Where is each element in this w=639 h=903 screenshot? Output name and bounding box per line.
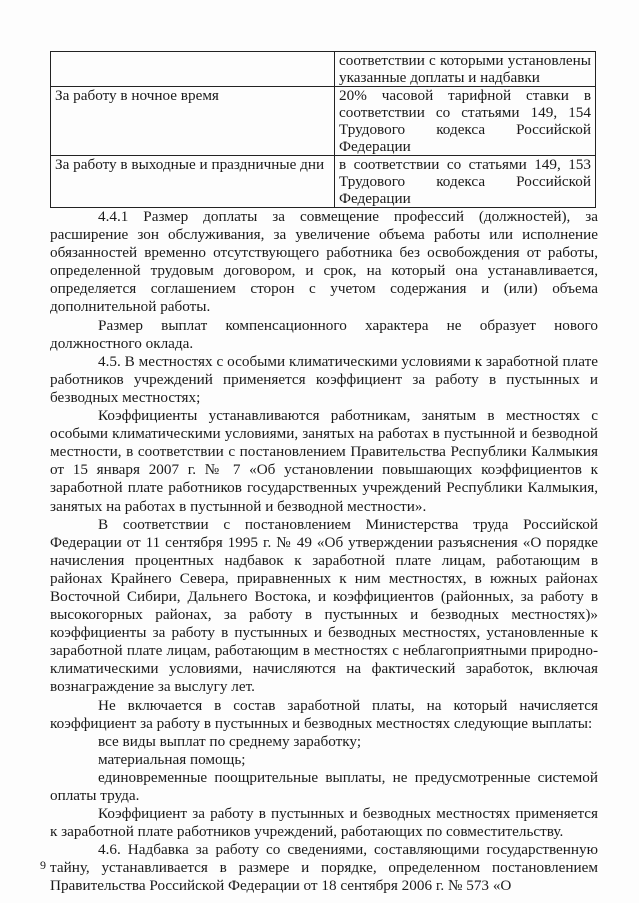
paragraph-4-4-1: 4.4.1 Размер доплаты за совмещение профессий (должностей), за расширение зон обслуживания, за увеличение объема работы или исполнение обязанностей временно отсутствующего работника без освобождения от работы, определенной трудовым договором, и срок, на который она устанавливается, определяется соглашением сторон с учетом содержания и (или) объема дополнительной работы.: [50, 208, 598, 316]
paragraph-exclusions: Не включается в состав заработной платы, на который начисляется коэффициент за работу в пустынных и безводных местностях следующие выплаты:: [50, 696, 598, 732]
paragraph-compensation-size: Размер выплат компенсационного характера не образует нового должностного оклада.: [50, 316, 598, 352]
table-row: [51, 87, 596, 156]
document-body: [50, 208, 598, 896]
paragraph-ministry-resolution: В соответствии с постановлением Министерства труда Российской Федерации от 11 сентября 1995 г. № 49 «Об утверждении разъяснения «О порядке начисления процентных надбавок к заработной плате лицам, работающим в районах Крайнего Севера, приравненных к ним местностях, в южных районах Восточной Сибири, Дальнего Востока, и коэффициентов (районных, за работу в высокогорных районах, за работу в пустынных и безводных местностях)» коэффициенты за работу в пустынных и безводных местностях, установленные к заработной плате лицам, работающим в местностях с неблагоприятными природно-климатическими условиями, начисляются на фактический заработок, включая вознаграждение за выслугу лет.: [50, 515, 598, 696]
list-item-material-aid: материальная помощь;: [98, 750, 246, 768]
paragraph-coefficients: Коэффициенты устанавливаются работникам, занятым в местностях с особыми климатическими условиями, занятых на работах в пустынной и безводной местности, в соответствии с постановлением Правительства Республики Калмыкия от 15 января 2007 г. № 7 «Об установлении повышающих коэффициентов к заработной плате работников государственных учреждений Республики Калмыкия, занятых на работах в пустынной и безводной местности».: [50, 407, 598, 515]
table-cell-amount: в соответствии со статьями 149, 153 Трудового кодекса Российской Федерации: [335, 156, 596, 208]
table-cell-amount: соответствии с которыми установлены указанные доплаты и надбавки: [335, 52, 596, 87]
page-number: 9: [40, 858, 46, 872]
paragraph-4-5: 4.5. В местностях с особыми климатическими условиями к заработной плате работников учреждений применяется коэффициент за работу в пустынных и безводных местностях;: [50, 352, 598, 406]
list-item-one-time-bonus: единовременные поощрительные выплаты, не предусмотренные системой оплаты труда.: [50, 768, 598, 804]
paragraph-part-time: Коэффициент за работу в пустынных и безводных местностях применяется к заработной плате работников учреждений, работающих по совместительству.: [50, 805, 598, 841]
list-item-average-earnings: все виды выплат по среднему заработку;: [98, 732, 362, 750]
table-cell-type: За работу в выходные и праздничные дни: [51, 156, 335, 208]
paragraph-4-6: 4.6. Надбавка за работу со сведениями, составляющими государственную тайну, устанавливается в размере и порядке, определенном постановлением Правительства Российской Федерации от 18 сентября 2006 г. № 573 «О: [50, 841, 598, 895]
table-cell-amount: 20% часовой тарифной ставки в соответствии со статьями 149, 154 Трудового кодекса Российской Федерации: [335, 87, 596, 156]
table-cell-type: За работу в ночное время: [51, 87, 335, 156]
table-row: [51, 156, 596, 208]
table-cell-type: [51, 52, 335, 87]
payments-table: [50, 51, 596, 208]
table-row: [51, 52, 596, 87]
